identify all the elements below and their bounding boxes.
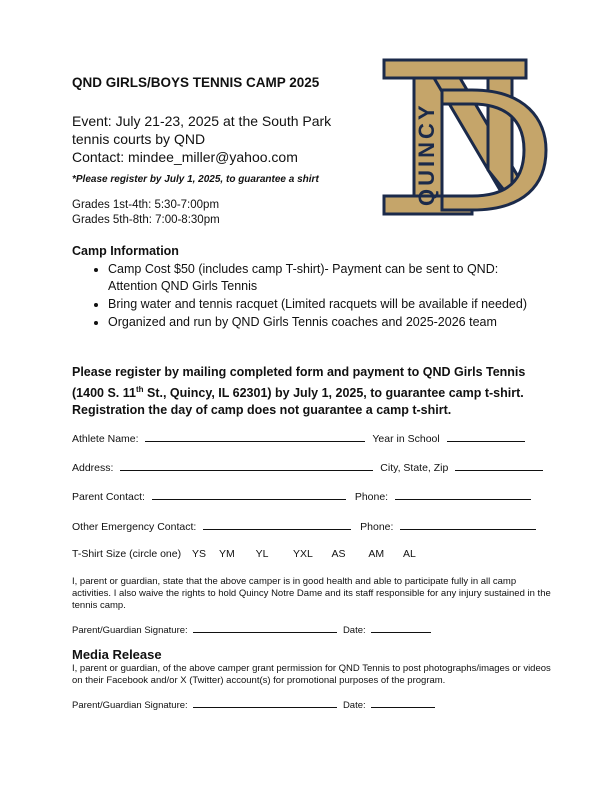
emergency-contact-field[interactable] [203,519,351,530]
page-title: QND GIRLS/BOYS TENNIS CAMP 2025 [72,75,320,90]
event-details [72,112,362,166]
signature-label: Parent/Guardian Signature: [72,625,188,636]
event-line: Event: July 21-23, 2025 at the South Park [72,113,332,129]
size-option[interactable]: AL [403,548,416,560]
media-release-heading: Media Release [72,647,162,662]
list-item: • Bring water and tennis racquet (Limited racquets will be available if needed) [108,296,528,313]
list-item: • Camp Cost $50 (includes camp T-shirt)- Payment can be sent to QND: Attention QND Girls Tennis [108,261,528,295]
register-note: *Please register by July 1, 2025, to guarantee a shirt [72,174,319,185]
date-label: Date: [342,700,366,711]
size-option[interactable]: YXL [293,548,313,560]
phone-label: Phone: [360,521,394,533]
emergency-phone-field[interactable] [400,519,536,530]
contact-line: Contact: mindee_miller@yahoo.com [72,149,298,165]
media-release-text: I, parent or guardian, of the above camper grant permission for QND Tennis to post photographs/images or videos on their Facebook and/or X (Twitter) account(s) for promotional purposes of the program. [72,663,551,686]
grades-schedule [72,198,220,228]
city-state-zip-label: City, State, Zip [380,462,449,474]
parent-contact-row [72,489,531,503]
qnd-logo [376,50,554,224]
date-label: Date: [342,625,366,636]
signature-row [72,623,431,636]
grade-line: Grades 1st-4th: 5:30-7:00pm [72,199,220,211]
year-in-school-field[interactable] [447,431,525,442]
signature-field[interactable] [193,623,337,633]
waiver-text: I, parent or guardian, state that the above camper is in good health and able to participate fully in all camp activities. I also waive the rights to hold Quincy Notre Dame and its staff responsible for any injury sustained in the tennis camp. [72,576,551,611]
event-line: tennis courts by QND [72,131,206,147]
media-date-field[interactable] [371,698,435,708]
tshirt-size-label: T-Shirt Size (circle one) [72,548,182,560]
date-field[interactable] [371,623,431,633]
size-option[interactable]: AS [331,548,346,560]
size-option[interactable]: YS [192,548,207,560]
registration-instructions: Please register by mailing completed form and payment to QND Girls Tennis (1400 S. 11th St., Quincy, IL 62301) by July 1, 2025, to guarantee camp t-shirt. Registration the day of camp does not guarantee a camp t-shirt. [72,365,526,418]
phone-field[interactable] [395,489,531,500]
camp-info-heading: Camp Information [72,244,179,258]
logo-text: QUINCY [414,102,439,206]
athlete-name-field[interactable] [145,431,365,442]
address-field[interactable] [120,460,373,471]
camp-info-list [90,261,528,332]
grade-line: Grades 5th-8th: 7:00-8:30pm [72,214,220,226]
size-option[interactable]: YM [218,548,235,560]
address-row [72,460,543,474]
parent-contact-label: Parent Contact: [72,491,145,503]
parent-contact-field[interactable] [152,489,346,500]
athlete-name-row [72,431,525,445]
signature-label: Parent/Guardian Signature: [72,700,188,711]
tshirt-size-row [72,548,416,560]
year-in-school-label: Year in School [372,433,440,445]
phone-label: Phone: [354,491,389,503]
emergency-contact-row [72,519,536,533]
size-option[interactable]: AM [368,548,385,560]
address-label: Address: [72,462,114,474]
emergency-contact-label: Other Emergency Contact: [72,521,197,533]
city-state-zip-field[interactable] [455,460,543,471]
list-item: • Organized and run by QND Girls Tennis coaches and 2025-2026 team [108,314,528,331]
size-option[interactable]: YL [255,548,269,560]
athlete-name-label: Athlete Name: [72,433,139,445]
media-signature-row [72,698,435,711]
media-signature-field[interactable] [193,698,337,708]
